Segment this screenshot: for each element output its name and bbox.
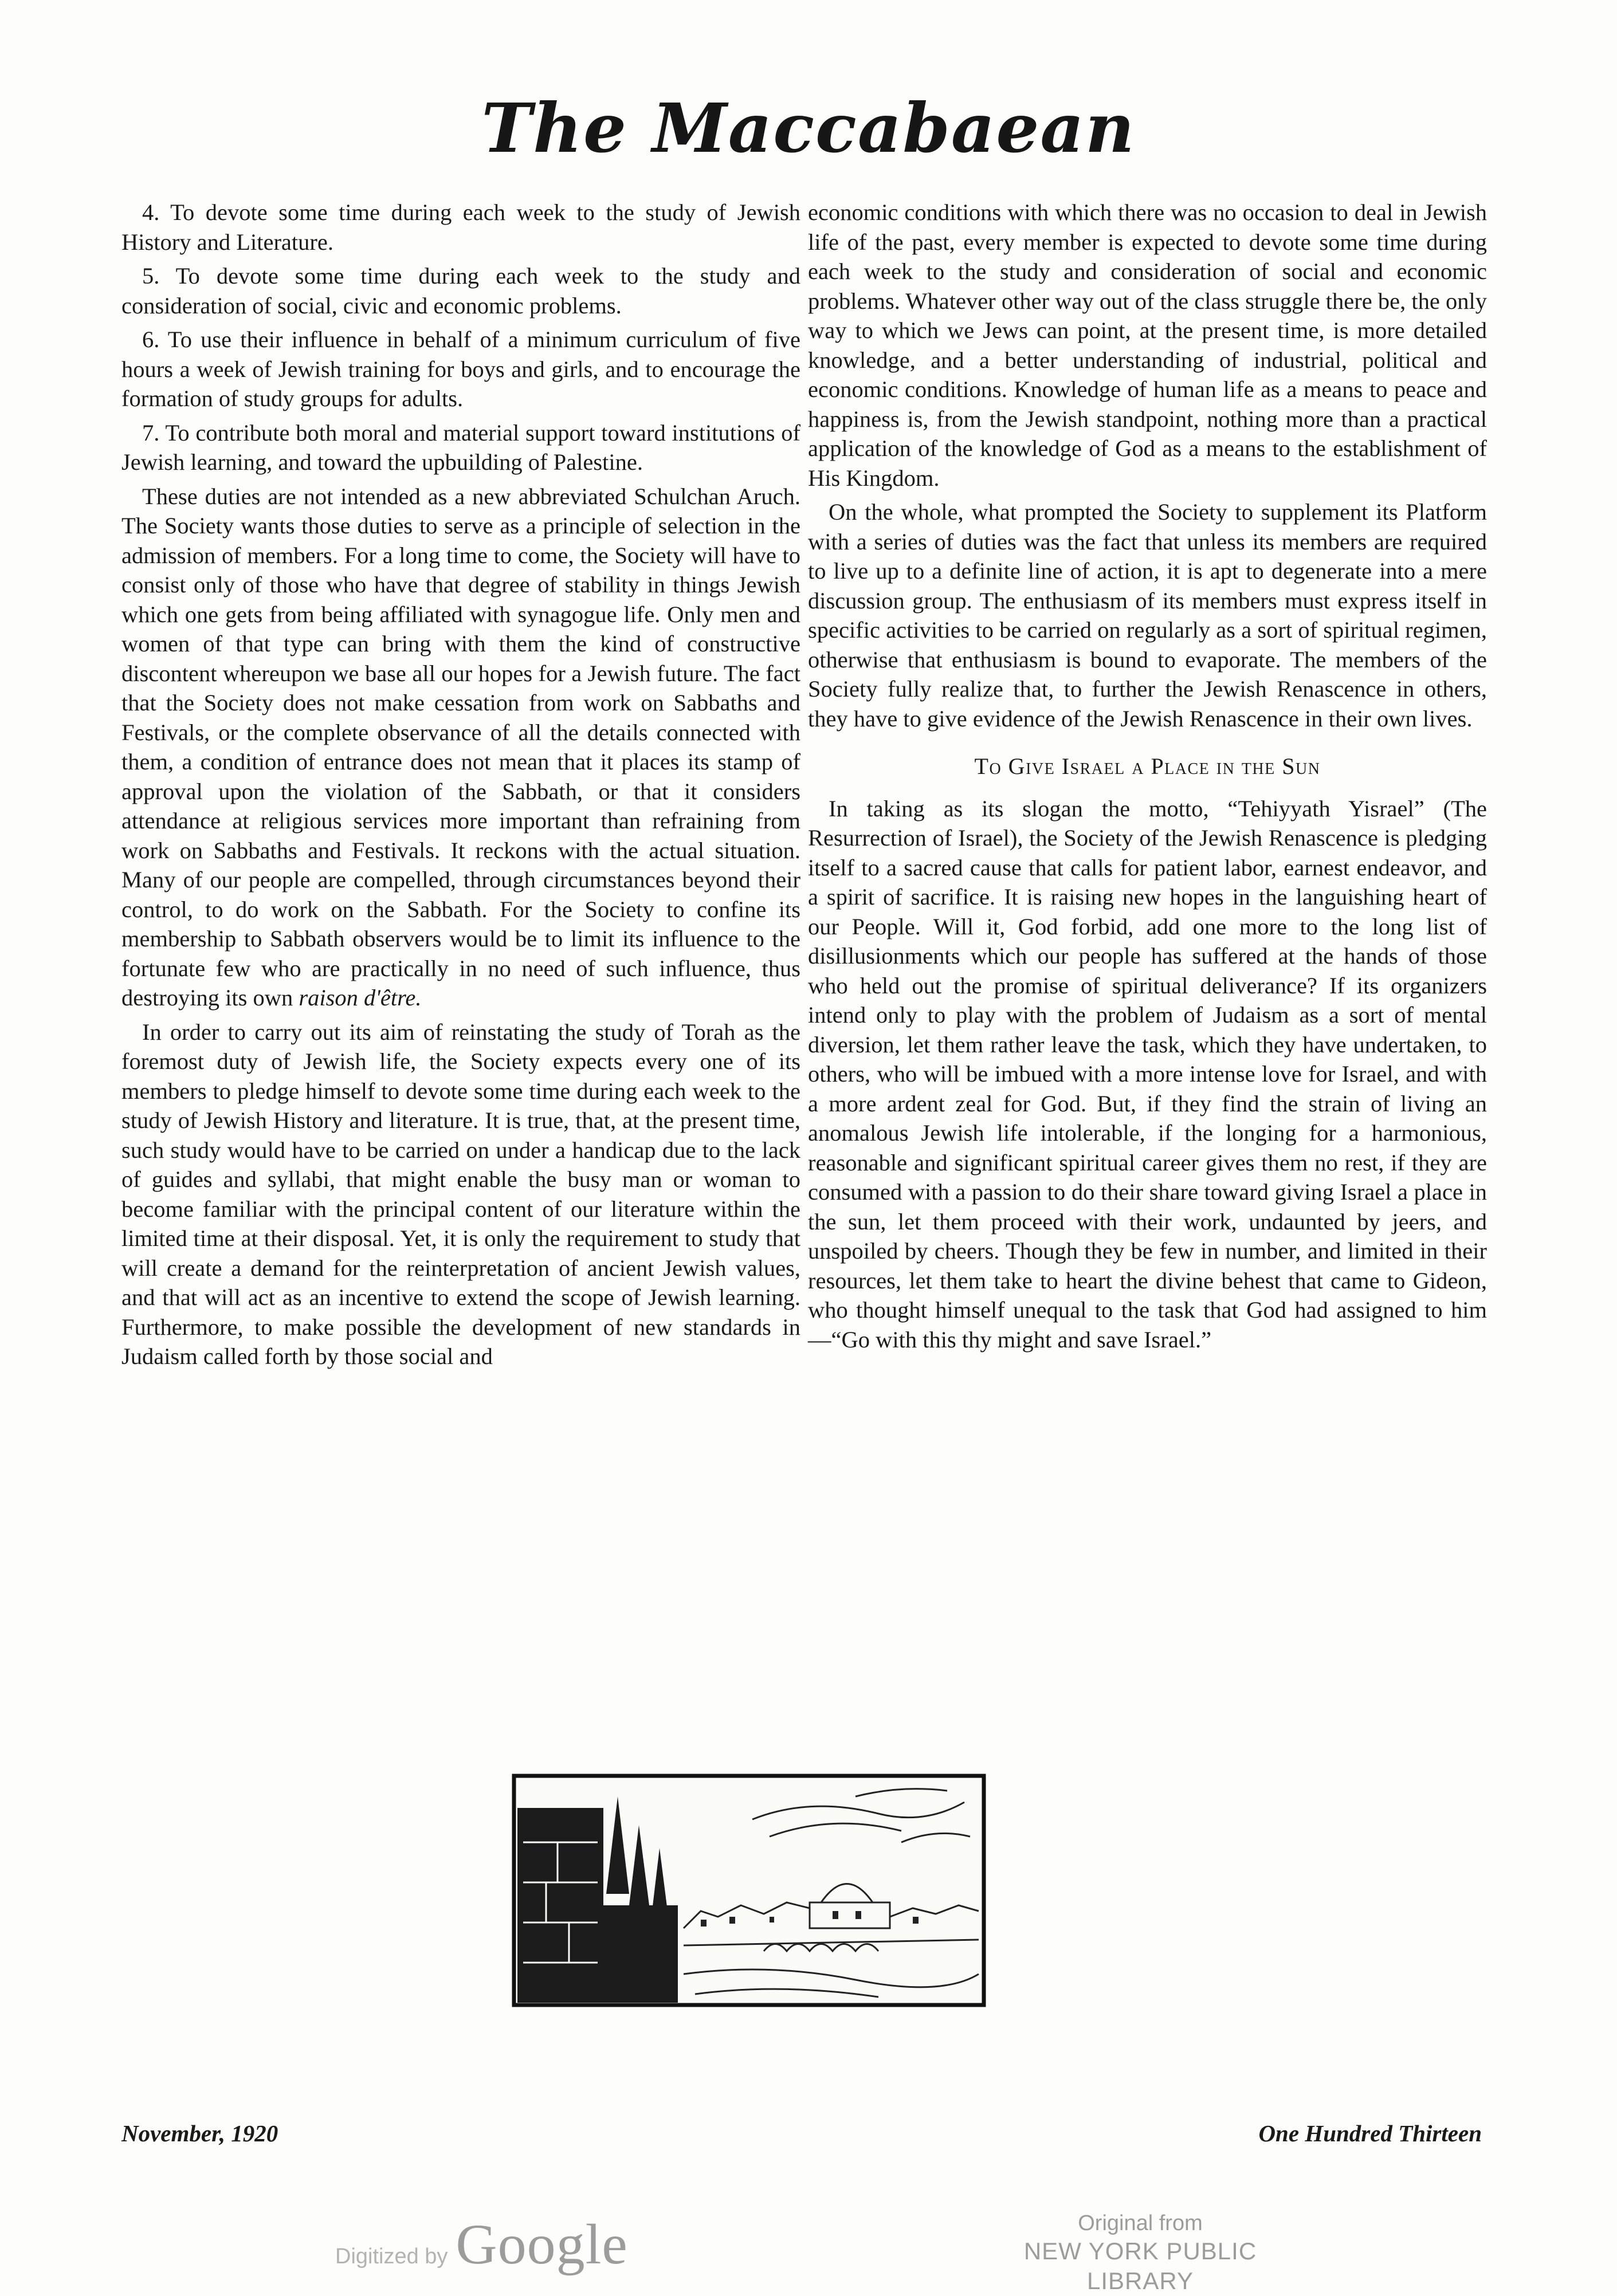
- paragraph-schulchan-aruch: [121, 482, 800, 1013]
- duty-5: 5. To devote some time during each week to the study and consideration of social, civic and economic problems.: [121, 263, 800, 319]
- paragraph-text: These duties are not intended as a new abbreviated Schulchan Aruch. The Society wants those duties to serve as a principle of selection in the admission of members. For a long time to come, the Society will have to consist only of those who have that degree of stability in things Jewish which one gets from being affiliated with synagogue life. Only men and women of that type can bring with them the kind of constructive discontent whereupon we base all our hopes for a Jewish future. The fact that the Society does not make cessation from work on Sabbaths and Festivals, or the complete observance of all the details connected with them, a condition of entrance does not mean that it places its stamp of approval upon the violation of the Sabbath, or that it considers attendance at religious services more important than refraining from work on Sabbaths and Festivals. It reckons with the actual situation. Many of our people are compelled, through circumstances beyond their control, to do work on the Sabbath. For the Society to confine its membership to Sabbath observers would be to limit its influence to the fortunate few who are practically in no need of such influence, thus destroying its own: [121, 483, 800, 1011]
- jerusalem-vignette-illustration: [512, 1774, 986, 2007]
- digitized-by-watermark: [335, 2211, 628, 2277]
- paragraph-economic-conditions: economic conditions with which there was no occasion to deal in Jewish life of the past, every member is expected to devote some time during each week to the study and consideration of social and economic problems. Whatever other way out of the class struggle there be, the only way to which we Jews can point, at the present time, is more detailed knowledge, and a better understanding of industrial, political and economic conditions. Knowledge of human life as a means to peace and happiness is, from the Jewish standpoint, nothing more than a practical application of the knowledge of God as a means to the establishment of His Kingdom.: [808, 199, 1487, 491]
- google-logo-text: Google: [456, 2212, 628, 2276]
- right-column: [808, 198, 1487, 1359]
- duty-4: 4. To devote some time during each week to the study of Jewish History and Literature.: [121, 199, 800, 255]
- footer-page-number: One Hundred Thirteen: [1258, 2120, 1482, 2146]
- italic-phrase: raison d'être.: [299, 985, 422, 1011]
- section-heading: To Give Israel a Place in the Sun: [974, 753, 1321, 779]
- left-column: [121, 198, 800, 1376]
- paragraph-slogan: In taking as its slogan the motto, “Tehiyyath Yisrael” (The Resurrection of Israel), the Society of the Jewish Renascence is pledging itself to a sacred cause that calls for patient labor, earnest endeavor, and a spirit of sacrifice. It is raising new hopes in the languishing heart of our People. Will it, God forbid, add one more to the long list of disillusionments which our people has suffered at the hands of those who held out the promise of spiritual deliverance? If its organizers intend only to play with the problem of Judaism as a sort of mental diversion, let them rather leave the task, which they have undertaken, to others, who will be imbued with a more intense love for Israel, and with a more ardent zeal for God. But, if they find the strain of living an anomalous Jewish life intolerable, if the longing for a harmonious, reasonable and significant spiritual career gives them no rest, if they are consumed with a passion to do their share toward giving Israel a place in the sun, let them proceed with their work, undaunted by jeers, and unspoiled by cheers. Though they be few in number, and limited in their resources, let them take to heart the divine behest that came to Gideon, who thought himself unequal to the task that God had assigned to him—“Go with this thy might and save Israel.”: [808, 795, 1487, 1353]
- duty-7: 7. To contribute both moral and material support toward institutions of Jewish learning, and toward the upbuilding of Palestine.: [121, 419, 800, 475]
- original-from-label: Original from: [1078, 2211, 1203, 2235]
- digitized-by-label: Digitized by: [335, 2244, 448, 2269]
- paragraph-on-the-whole: On the whole, what prompted the Society to supplement its Platform with a series of duties was the fact that unless its members are required to live up to a definite line of action, it is apt to degenerate into a mere discussion group. The enthusiasm of its members must express itself in specific activities to be carried on regularly as a sort of spiritual regimen, otherwise that enthusiasm is bound to evaporate. The members of the Society fully realize that, to further the Jewish Renascence in others, they have to give evidence of the Jewish Renascence in their own lives.: [808, 499, 1487, 732]
- source-library-watermark: [968, 2210, 1312, 2296]
- library-name: NEW YORK PUBLIC LIBRARY: [1023, 2238, 1257, 2294]
- duty-6: 6. To use their influence in behalf of a minimum curriculum of five hours a week of Jewish training for boys and girls, and to encourage the formation of study groups for adults.: [121, 327, 800, 411]
- paragraph-torah-study: In order to carry out its aim of reinstating the study of Torah as the foremost duty of Jewish life, the Society expects every one of its members to pledge himself to devote some time during each week to the study of Jewish History and literature. It is true, that, at the present time, such study would have to be carried on under a handicap due to the lack of guides and syllabi, that might enable the busy man or woman to become familiar with the principal content of our literature within the limited time at their disposal. Yet, it is only the requirement to study that will create a demand for the reinterpretation of ancient Jewish values, and that will act as an incentive to extend the scope of Jewish learning. Furthermore, to make possible the development of new standards in Judaism called forth by those social and: [121, 1019, 800, 1369]
- masthead-title: The Maccabaean: [481, 88, 1136, 168]
- footer-date: November, 1920: [121, 2120, 278, 2146]
